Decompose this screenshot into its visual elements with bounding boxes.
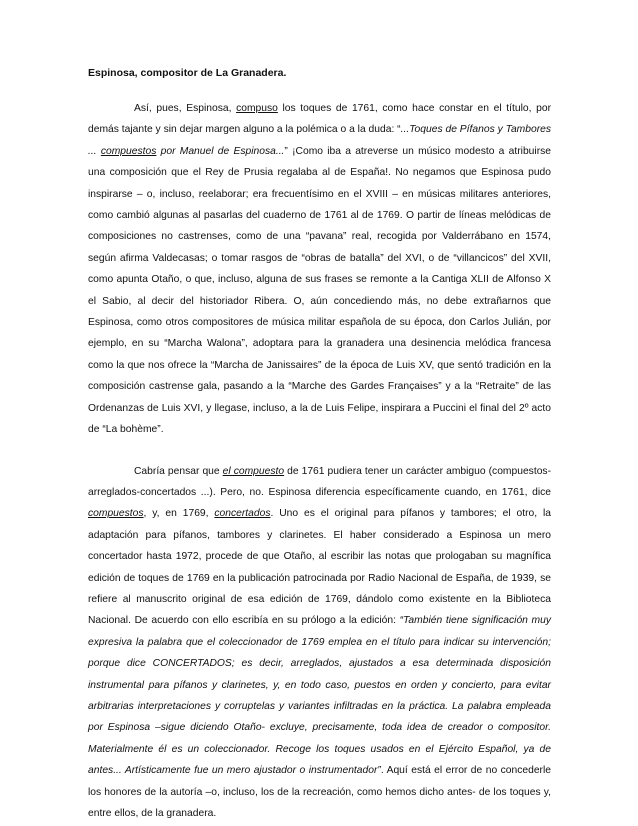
paragraph-2	[88, 461, 551, 825]
text-run: , y, en 1769,	[143, 508, 215, 520]
italic-underlined-text: compuestos	[100, 145, 157, 157]
italic-text: ...Toques de Pífanos y Tambores ...	[88, 124, 551, 157]
document-page	[88, 66, 551, 824]
text-run: . Aquí está el error de no concederle los honores de la autoría –o, incluso, los de la recreación, como hemos dicho antes- de los toques y, entre ellos, de la granadera.	[88, 765, 551, 819]
text-run: los toques de 1761, como hace constar en el título, por demás tajante y sin dejar margen alguno a la polémica o a la duda: “	[88, 103, 552, 136]
italic-underlined-text: concertados	[214, 508, 271, 520]
italic-text: por Manuel de Espinosa...	[156, 145, 285, 157]
text-run: ” ¡Como iba a atreverse un músico modesto a atribuirse una composición que el Rey de Prusia regalaba al de España!. No negamos que Espinosa pudo inspirarse – o, incluso, reelaborar; era frecuentísimo en el XVIII – en músicas militares anteriores, como cambió algunas al pasarlas del cuaderno de 1761 al de 1769. O partir de líneas melódicas de composiciones no castrenses, como de una “pavana” real, recogida por Valderrábano en 1574, según afirma Valdecasas; o tomar rasgos de “obras de batalla” del XVI, o de “villancicos” del XVII, como apunta Otaño, o que, incluso, alguna de sus frases se remonte a la Cantiga XLII de Alfonso X el Sabio, al decir del historiador Ribera. O, aún concediendo más, no debe extrañarnos que Espinosa, como otros compositores de música militar española de su época, don Carlos Julián, por ejemplo, en su “Marcha Walona”, adoptara para la granadera una desinencia melódica francesa como la que nos ofrece la “Marcha de Janissaires” de la época de Luis XV, que sentó tradición en la composición castrense gala, pasando a la “Marche des Gardes Françaises” y a la “Retraite” de las Ordenanzas de Luis XVI, y llegase, incluso, a la de Luis Felipe, inspirara a Puccini el final del 2º acto de “La bohème”.	[88, 145, 551, 436]
italic-underlined-text: el compuesto	[222, 465, 285, 477]
text-run: de 1761 pudiera tener un carácter ambiguo (compuestos-arreglados-concertados ...). Pero, no. Espinosa diferencia específicamente cuando, en 1761, dice	[88, 465, 551, 498]
document-title: Espinosa, compositor de La Granadera.	[88, 67, 287, 79]
underlined-text: compuso	[236, 103, 278, 114]
text-run: Así, pues, Espinosa,	[134, 103, 237, 114]
text-run: Cabría pensar que	[134, 465, 223, 477]
paragraph-1	[88, 98, 551, 441]
text-run: . Uno es el original para pífanos y tambores; el otro, la adaptación para pífanos, tambores y clarinetes. El haber considerado a Espinosa un mero concertador hasta 1972, procede de que Otaño, al escribir las notas que prologaban su magnífica edición de toques de 1769 en la publicación patrocinada por Radio Nacional de España, de 1939, se refiere al manuscrito original de esa edición de 1769, dándolo como existente en la Biblioteca Nacional. De acuerdo con ello escribía en su prólogo a la edición:	[88, 508, 551, 627]
italic-text: “También tiene significación muy expresiva la palabra que el coleccionador de 1769 emplea en el título para indicar su intervención; porque dice CONCERTADOS; es decir, arreglados, ajustados a esa determinada disposición instrumental para pífanos y clarinetes, y, en todo caso, puestos en orden y concierto, para evitar arbitrarias interpretaciones y corruptelas y variantes infiltradas en la práctica. La palabra empleada por Espinosa –sigue diciendo Otaño- excluye, precisamente, toda idea de creador o compositor. Materialmente él es un coleccionador. Recoge los toques usados en el Ejército Español, ya de antes... Artísticamente fue un mero ajustador o instrumentador”	[88, 615, 551, 777]
italic-underlined-text: compuestos	[88, 508, 144, 520]
